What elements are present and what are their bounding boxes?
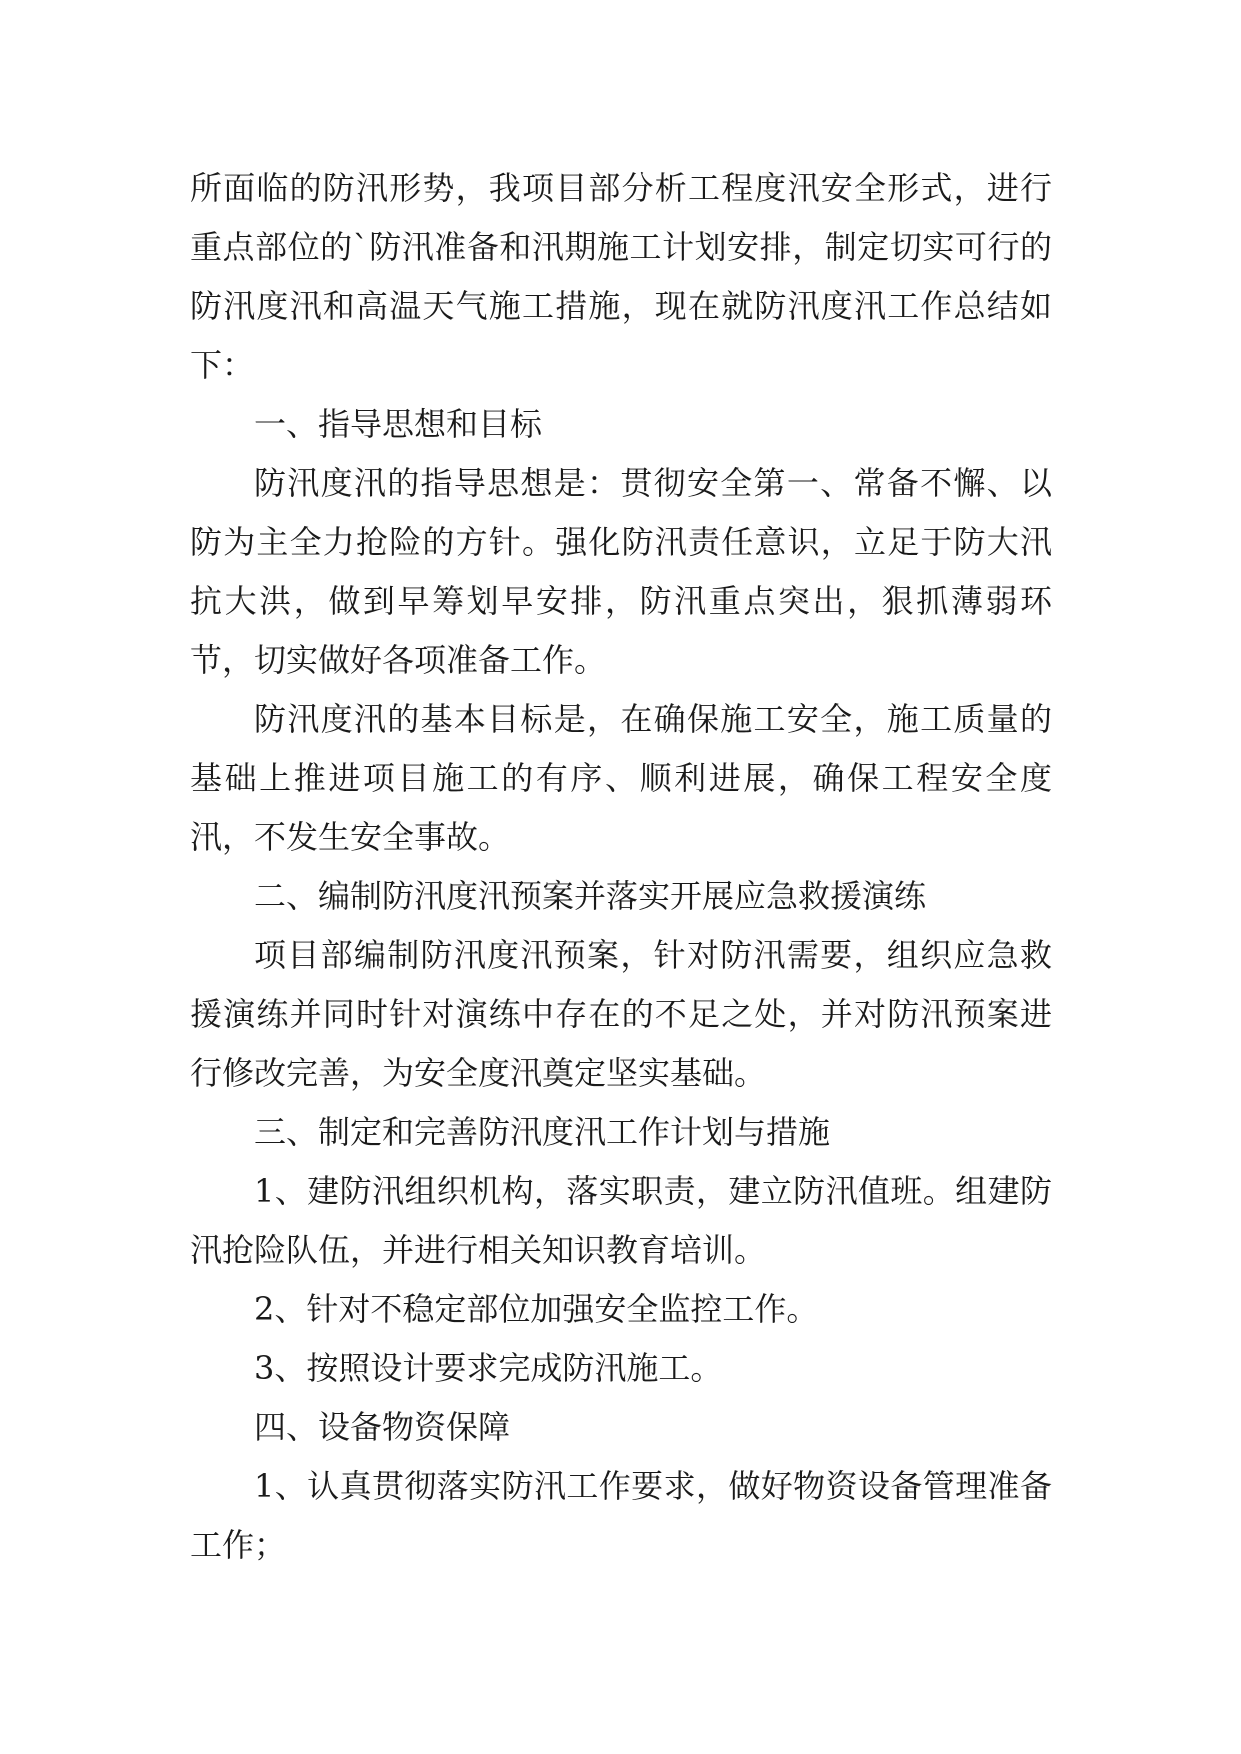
list-item-3: 3、按照设计要求完成防汛施工。 <box>254 1349 723 1387</box>
paragraph-guiding-ideology: 防汛度汛的指导思想是：贯彻安全第一、常备不懈、以防为主全力抢险的方针。强化防汛责任意识，立足于防大汛抗大洪，做到早筹划早安排，防汛重点突出，狠抓薄弱环节，切实做好各项准备工作。 <box>190 464 1052 679</box>
section-heading-4: 四、设备物资保障 <box>254 1408 511 1446</box>
section-heading-1: 一、指导思想和目标 <box>254 405 543 443</box>
paragraph-basic-goal: 防汛度汛的基本目标是，在确保施工安全，施工质量的基础上推进项目施工的有序、顺利进展，确保工程安全度汛，不发生安全事故。 <box>190 700 1052 856</box>
list-item-1: 1、建防汛组织机构，落实职责，建立防汛值班。组建防汛抢险队伍，并进行相关知识教育培训。 <box>190 1172 1052 1269</box>
list-item-4: 1、认真贯彻落实防汛工作要求，做好物资设备管理准备工作； <box>190 1467 1052 1564</box>
document-body <box>190 159 1052 1575</box>
section-heading-2: 二、编制防汛度汛预案并落实开展应急救援演练 <box>254 877 927 915</box>
paragraph-emergency-plan: 项目部编制防汛度汛预案，针对防汛需要，组织应急救援演练并同时针对演练中存在的不足之处，并对防汛预案进行修改完善，为安全度汛奠定坚实基础。 <box>190 936 1052 1092</box>
list-item-2: 2、针对不稳定部位加强安全监控工作。 <box>254 1290 819 1328</box>
paragraph-intro: 所面临的防汛形势，我项目部分析工程度汛安全形式，进行重点部位的`防汛准备和汛期施工计划安排，制定切实可行的防汛度汛和高温天气施工措施，现在就防汛度汛工作总结如下： <box>190 169 1052 384</box>
section-heading-3: 三、制定和完善防汛度汛工作计划与措施 <box>254 1113 831 1151</box>
